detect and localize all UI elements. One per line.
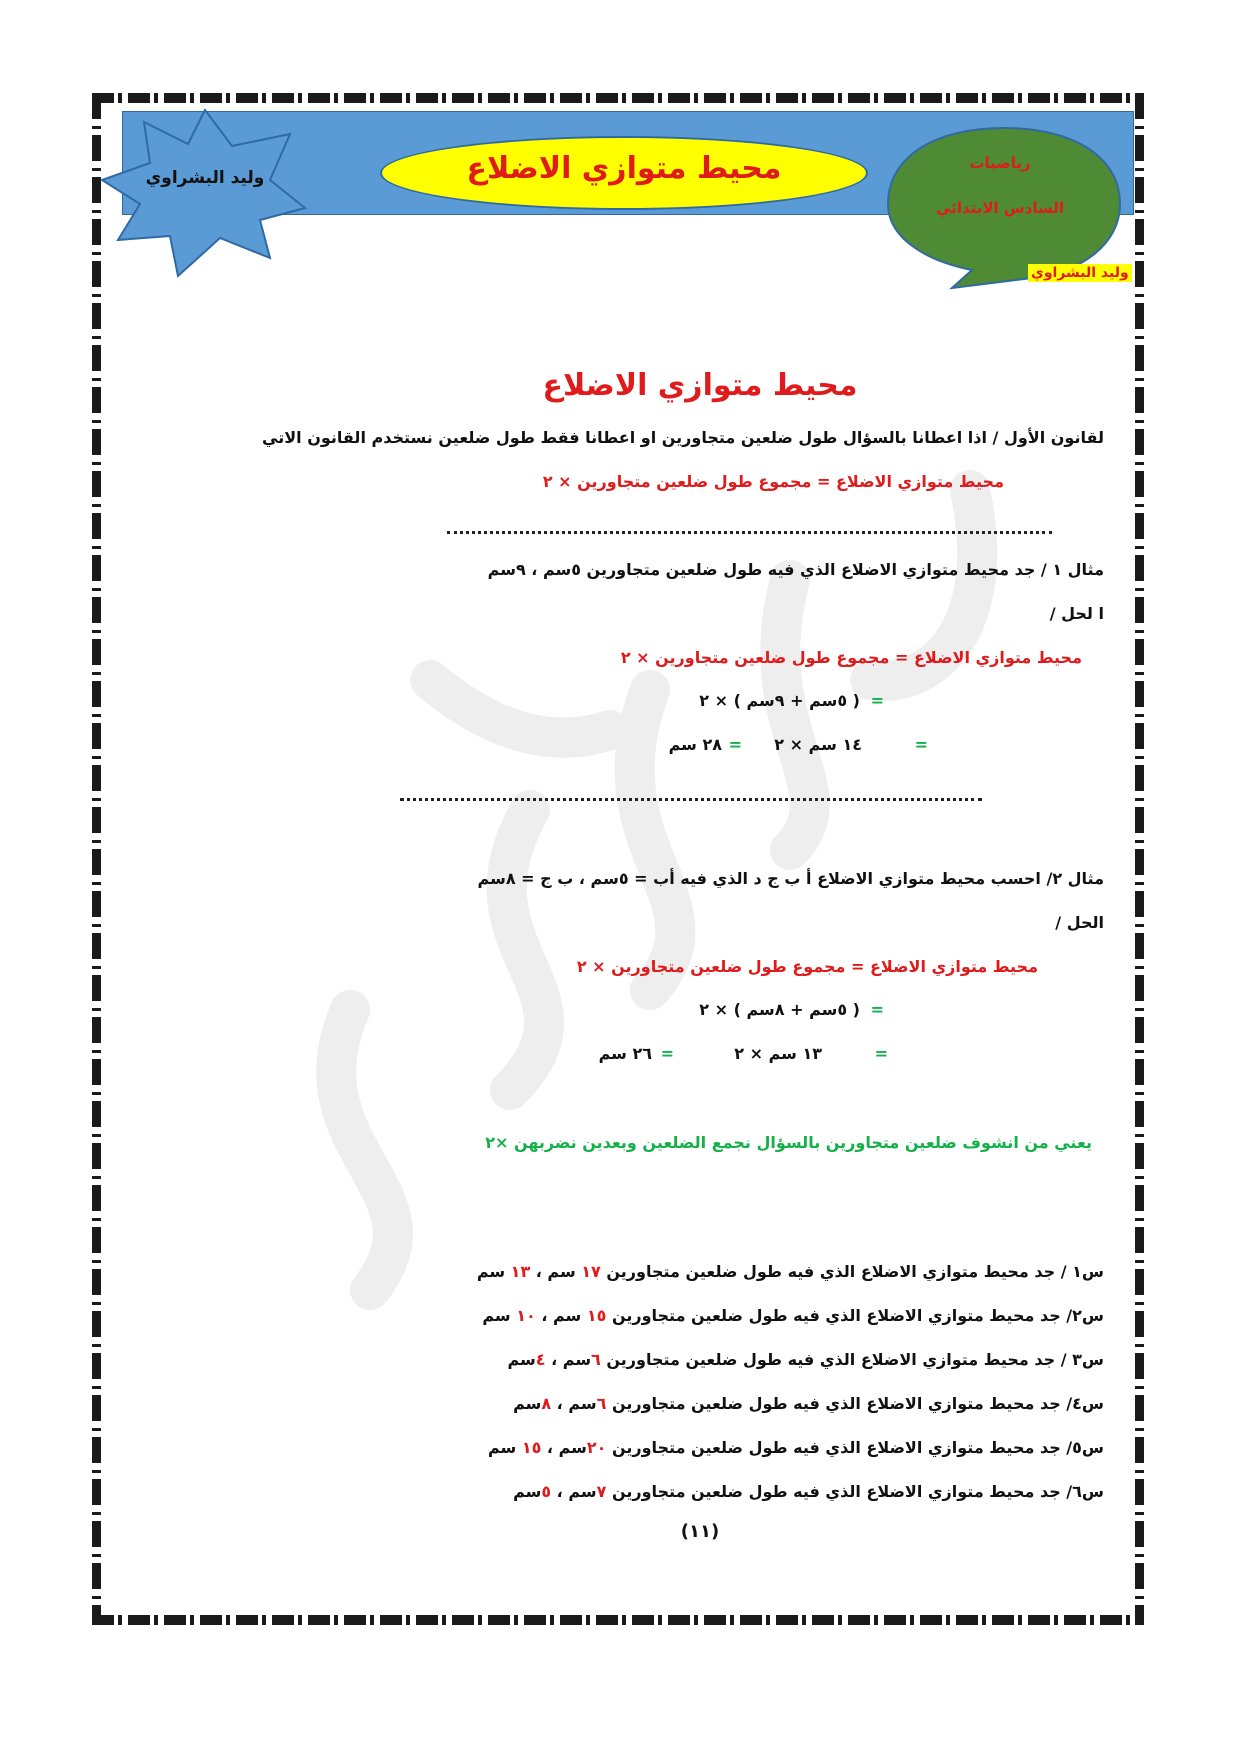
law-formula: محيط متوازي الاضلاع = مجموع طول ضلعين متجاورين × ٢	[542, 472, 1004, 491]
example2-solution-label: الحل /	[1055, 913, 1104, 932]
border-bottom	[92, 1615, 1144, 1625]
example1-step2-equals: =	[914, 735, 928, 754]
example2-formula: محيط متوازي الاضلاع = مجموع طول ضلعين متجاورين × ٢	[576, 957, 1038, 976]
law-statement: لقانون الأول / اذا اعطانا بالسؤال طول ضلعين متجاورين او اعطانا فقط طول ضلعين نستخدم القانون الاتي	[262, 428, 1104, 447]
bubble-grade: السادس الابتدائي	[936, 199, 1064, 217]
example1-question: مثال ١ / جد محيط متوازي الاضلاع الذي فيه طول ضلعين متجاورين ٥سم ، ٩سم	[487, 560, 1104, 579]
example2-step1: ( ٥سم + ٨سم ) × ٢	[699, 1000, 860, 1019]
author-star-label: وليد البشراوي	[145, 168, 265, 188]
question-item: س١ / جد محيط متوازي الاضلاع الذي فيه طول ضلعين متجاورين ١٧ سم ، ١٣ سم	[476, 1262, 1104, 1281]
header-title: محيط متوازي الاضلاع	[466, 151, 782, 186]
example2-question: مثال ٢/ احسب محيط متوازي الاضلاع أ ب ج د الذي فيه أب = ٥سم ، ب ج = ٨سم	[477, 869, 1104, 888]
example1-step1-equals: =	[870, 691, 884, 710]
example2-step1-equals: =	[870, 1000, 884, 1019]
page-number: (١١)	[680, 1521, 720, 1542]
example1-solution-label: ا لحل /	[1049, 604, 1104, 623]
example1-step2-equals2: =	[728, 735, 742, 754]
example1-step2a: ١٤ سم × ٢	[774, 735, 862, 754]
question-item: س٤/ جد محيط متوازي الاضلاع الذي فيه طول ضلعين متجاورين ٦سم ، ٨سم	[513, 1394, 1104, 1413]
border-left	[92, 93, 101, 1625]
divider-2	[400, 798, 982, 801]
author-tag: وليد البشراوي	[1028, 264, 1132, 282]
example2-step2-equals2: =	[660, 1044, 674, 1063]
divider-1	[447, 531, 1052, 534]
note: يعني من انشوف ضلعين متجاورين بالسؤال نجمع الضلعين وبعدين نضربهن ×٢	[485, 1133, 1092, 1152]
example2-step2a: ١٣ سم × ٢	[734, 1044, 822, 1063]
example2-step2-equals: =	[874, 1044, 888, 1063]
star-badge	[100, 108, 310, 278]
question-item: س٢/ جد محيط متوازي الاضلاع الذي فيه طول ضلعين متجاورين ١٥ سم ، ١٠ سم	[482, 1306, 1104, 1325]
question-item: س٦/ جد محيط متوازي الاضلاع الذي فيه طول ضلعين متجاورين ٧سم ، ٥سم	[513, 1482, 1104, 1501]
question-item: س٣ / جد محيط متوازي الاضلاع الذي فيه طول ضلعين متجاورين ٦سم ، ٤سم	[507, 1350, 1104, 1369]
example1-formula: محيط متوازي الاضلاع = مجموع طول ضلعين متجاورين × ٢	[620, 648, 1082, 667]
example1-step1: ( ٥سم + ٩سم ) × ٢	[699, 691, 860, 710]
border-right	[1135, 93, 1144, 1625]
page-heading: محيط متوازي الاضلاع	[542, 368, 858, 403]
border-top	[92, 93, 1144, 103]
question-item: س٥/ جد محيط متوازي الاضلاع الذي فيه طول ضلعين متجاورين ٢٠سم ، ١٥ سم	[487, 1438, 1104, 1457]
bubble-subject: رياضيات	[969, 154, 1031, 172]
example1-step2b: ٢٨ سم	[668, 735, 722, 754]
example2-step2b: ٢٦ سم	[598, 1044, 652, 1063]
